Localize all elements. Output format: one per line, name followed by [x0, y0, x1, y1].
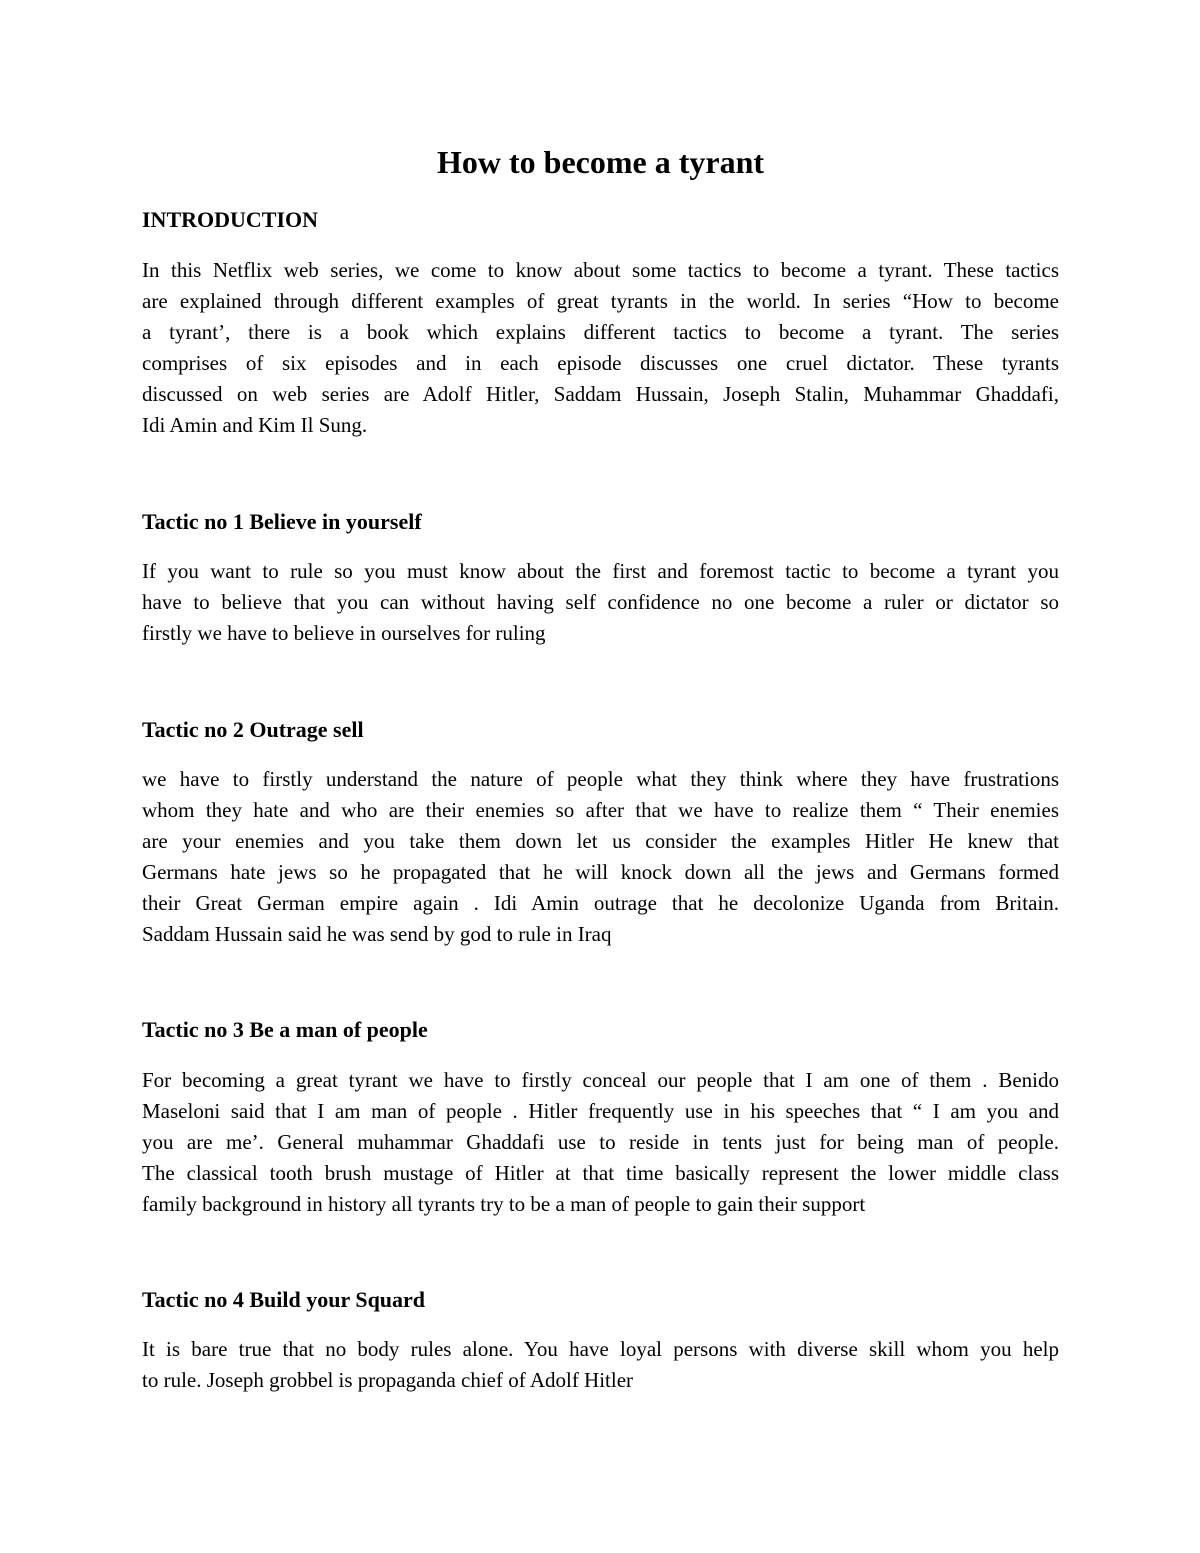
paragraph-line: family background in history all tyrants try to be a man of people to gain their support [142, 1192, 866, 1216]
paragraph-line: whom they hate and who are their enemies so after that we have to realize them “ Their enemies [142, 798, 1059, 822]
paragraph-line: For becoming a great tyrant we have to firstly conceal our people that I am one of them . Benido [142, 1068, 1059, 1092]
paragraph-line: In this Netflix web series, we come to know about some tactics to become a tyrant. These tactics [142, 258, 1059, 282]
paragraph-line: firstly we have to believe in ourselves for ruling [142, 621, 546, 645]
section-paragraph-tactic-4 [142, 1334, 1059, 1396]
paragraph-line: Idi Amin and Kim Il Sung. [142, 413, 368, 437]
document-title: How to become a tyrant [436, 144, 765, 180]
section-paragraph-tactic-3 [142, 1065, 1059, 1220]
paragraph-line: to rule. Joseph grobbel is propaganda chief of Adolf Hitler [142, 1368, 634, 1392]
paragraph-line: Saddam Hussain said he was send by god to rule in Iraq [142, 922, 612, 946]
paragraph-line: If you want to rule so you must know about the first and foremost tactic to become a tyrant you [142, 559, 1059, 583]
paragraph-line: The classical tooth brush mustage of Hitler at that time basically represent the lower middle class [142, 1161, 1059, 1185]
paragraph-line: a tyrant’, there is a book which explains different tactics to become a tyrant. The series [142, 320, 1059, 344]
section-heading-tactic-1: Tactic no 1 Believe in yourself [142, 509, 422, 534]
paragraph-line: we have to firstly understand the nature of people what they think where they have frustrations [142, 767, 1059, 791]
section-heading-tactic-2: Tactic no 2 Outrage sell [142, 717, 364, 742]
paragraph-line: are your enemies and you take them down let us consider the examples Hitler He knew that [142, 829, 1059, 853]
paragraph-line: It is bare true that no body rules alone. You have loyal persons with diverse skill whom you help [142, 1337, 1059, 1361]
section-heading-tactic-3: Tactic no 3 Be a man of people [142, 1017, 428, 1042]
paragraph-line: Germans hate jews so he propagated that he will knock down all the jews and Germans formed [142, 860, 1059, 884]
paragraph-line: comprises of six episodes and in each episode discusses one cruel dictator. These tyrants [142, 351, 1059, 375]
paragraph-line: discussed on web series are Adolf Hitler, Saddam Hussain, Joseph Stalin, Muhammar Ghaddafi, [142, 382, 1059, 406]
paragraph-line: are explained through different examples of great tyrants in the world. In series “How to become [142, 289, 1059, 313]
section-heading-introduction: INTRODUCTION [142, 207, 319, 232]
section-paragraph-tactic-2 [142, 764, 1059, 950]
paragraph-line: have to believe that you can without having self confidence no one become a ruler or dictator so [142, 590, 1059, 614]
paragraph-line: Maseloni said that I am man of people . Hitler frequently use in his speeches that “ I am you and [142, 1099, 1059, 1123]
paragraph-line: you are me’. General muhammar Ghaddafi use to reside in tents just for being man of people. [142, 1130, 1059, 1154]
section-paragraph-introduction [142, 255, 1059, 441]
section-paragraph-tactic-1 [142, 556, 1059, 649]
section-heading-tactic-4: Tactic no 4 Build your Squard [142, 1287, 426, 1312]
paragraph-line: their Great German empire again . Idi Amin outrage that he decolonize Uganda from Britain. [142, 891, 1059, 915]
